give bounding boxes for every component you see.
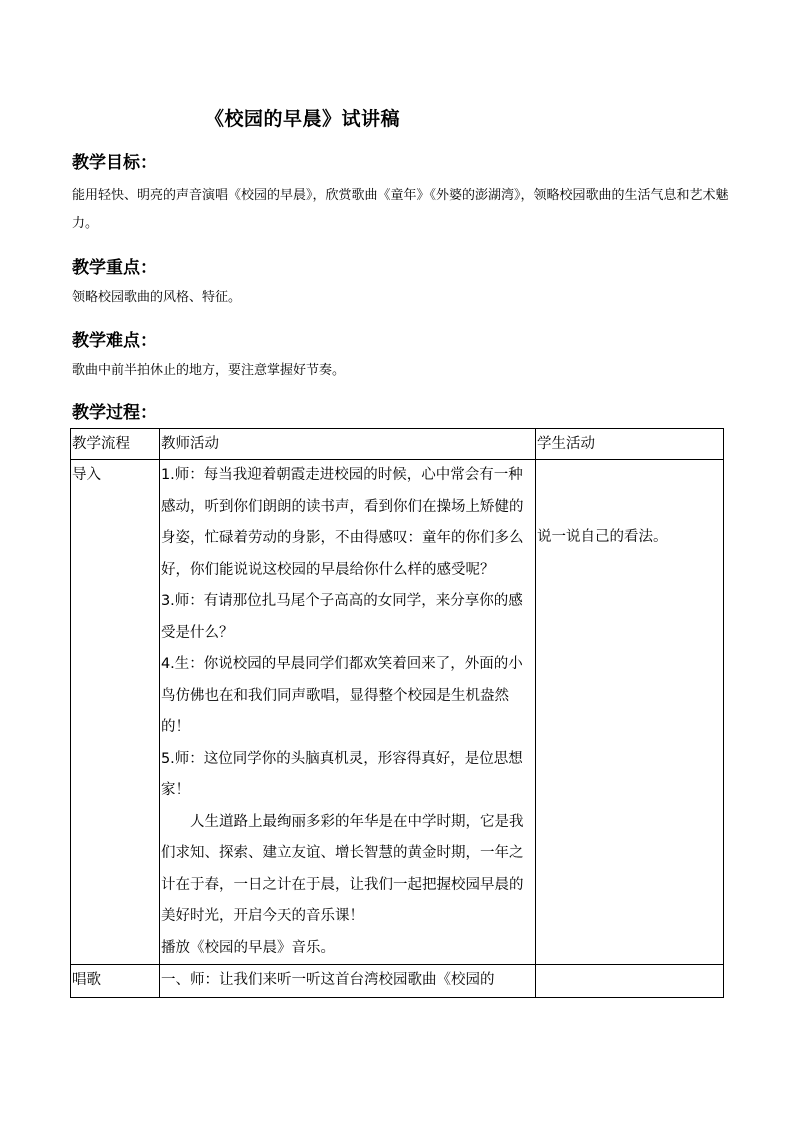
difficulty-heading: 教学难点： [72, 331, 157, 351]
table-header-cell: 教师活动 [159, 429, 535, 460]
teacher-activity-cell: 一、师：让我们来听一听这首台湾校园歌曲《校园的 [159, 965, 535, 998]
teacher-activity-paragraph: 人生道路上最绚丽多彩的年华是在中学时期，它是我们求知、探索、建立友谊、增长智慧的黄金时期，一年之计在于春，一日之计在于晨，让我们一起把握校园早晨的美好时光，开启今天的音乐课！ [160, 813, 524, 924]
teacher-activity-paragraph: 1.师：每当我迎着朝霞走进校园的时候，心中常会有一种感动，听到你们朗朗的读书声，看到你们在操场上矫健的身姿，忙碌着劳动的身影，不由得感叹：童年的你们多么好，你们能说说这校园的早晨给你什么样的感受呢？ [160, 467, 524, 578]
process-heading: 教学过程： [72, 403, 157, 423]
goal-text: 能用轻快、明亮的声音演唱《校园的早晨》，欣赏歌曲《童年》《外婆的澎湖湾》，领略校园歌曲的生活气息和艺术魅力。 [72, 188, 729, 231]
process-table [70, 428, 724, 998]
teacher-activity-cell [159, 460, 535, 965]
focus-heading: 教学重点： [72, 258, 157, 278]
table-header-cell: 教学流程 [71, 429, 160, 460]
stage-cell: 导入 [71, 460, 160, 965]
teacher-activity-paragraph: 3.师：有请那位扎马尾个子高高的女同学，来分享你的感受是什么？ [160, 593, 523, 641]
student-activity-cell: 说一说自己的看法。 [535, 460, 723, 965]
table-row [71, 460, 724, 965]
focus-text: 领略校园歌曲的风格、特征。 [72, 290, 242, 305]
table-row [71, 965, 724, 998]
difficulty-text: 歌曲中前半拍休止的地方，要注意掌握好节奏。 [72, 363, 346, 378]
document-title: 《校园的早晨》试讲稿 [205, 108, 401, 130]
teacher-activity-paragraph: 5.师：这位同学你的头脑真机灵，形容得真好，是位思想家！ [160, 750, 523, 798]
table-header-cell: 学生活动 [535, 429, 723, 460]
stage-cell: 唱歌 [71, 965, 160, 998]
teacher-activity-paragraph: 4.生：你说校园的早晨同学们都欢笑着回来了，外面的小鸟仿佛也在和我们同声歌唱，显得整个校园是生机盎然的！ [160, 656, 523, 735]
goal-heading: 教学目标： [72, 153, 157, 173]
teacher-activity-paragraph: 播放《校园的早晨》音乐。 [160, 939, 335, 956]
table-header-row [71, 429, 724, 460]
student-activity-cell [535, 965, 723, 998]
